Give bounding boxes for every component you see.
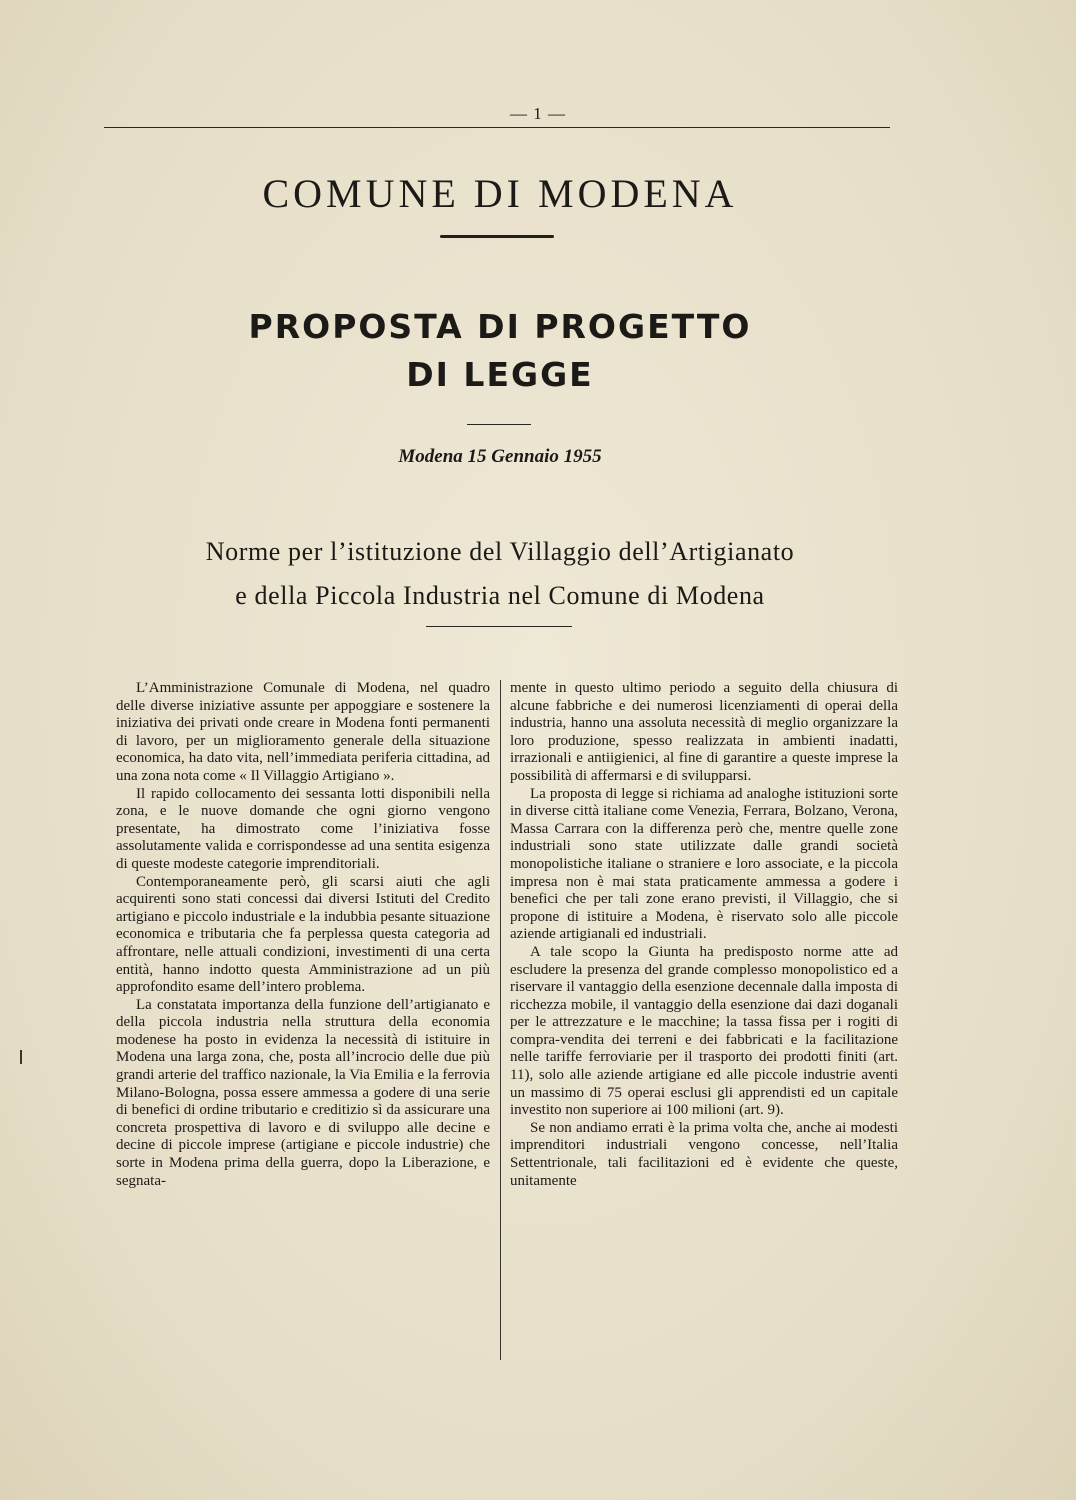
column-divider: [500, 680, 501, 1360]
norme-title-line-2: e della Piccola Industria nel Comune di Modena: [235, 581, 765, 610]
paragraph: A tale scopo la Giunta ha predisposto norme atte ad escludere la presenza del grande complesso monopolistico ed a riservare il vantaggio della esenzione decennale dalla imposta di ricchezza mobile, il vantaggio della esenzione dai dazi doganali per le attrezzature e le macchine; la tassa fissa per i rogiti di compra-vendita dei terreni e dei fabbricati e la facilitazione nelle tariffe ferroviarie per il trasporto dei prodotti finiti (art. 11), solo alle aziende artigiane ed alle piccole industrie aventi un massimo di 75 operai esclusi gli apprendisti ed un capitale investito non superiore ai 100 milioni (art. 9).: [510, 943, 898, 1119]
norme-title: [0, 530, 1000, 618]
paragraph: La proposta di legge si richiama ad analoghe istituzioni sorte in diverse città italiane come Venezia, Ferrara, Bolzano, Verona, Massa Carrara con la differenza però che, mentre quelle zone industriali sono state utilizzate dalle grandi società monopolistiche italiane o straniere e loro associate, e la piccola impresa non è mai stata praticamente ammessa a godere i benefici che per tali zone erano previsti, il Villaggio, che si propone di istituire a Modena, è riservato solo alle piccole aziende artigianali ed industriali.: [510, 785, 898, 943]
paragraph: La constatata importanza della funzione dell’artigianato e della piccola industria nella struttura della economia modenese ha posto in evidenza la necessità di istituire in Modena una larga zona, che, posta all’incrocio delle due più grandi arterie del traffico nazionale, la Via Emilia e la ferrovia Milano-Bologna, possa essere ammessa a godere di una serie di benefici di ordine tributario e creditizio sì da assicurare una concreta prospettiva di lavoro e di sviluppo alle decine e decine di piccole imprese (artigiane e piccole industrie) che sorte in Modena prima della guerra, dopo la Liberazione, e segnata-: [116, 996, 490, 1189]
title-divider: [440, 235, 554, 238]
paragraph: Contemporaneamente però, gli scarsi aiuti che agli acquirenti sono stati concessi dai diversi Istituti del Credito artigiano e piccolo industriale e la indubbia pesante situazione economica e tributaria che fa perplessa questa categoria ad affrontare, nelle attuali condizioni, investimenti di una certa entità, hanno indotto questa Amministrazione ad un più approfondito esame dell’intero problema.: [116, 873, 490, 996]
left-column: [116, 680, 490, 1190]
norme-divider: [426, 626, 572, 627]
norme-title-line-1: Norme per l’istituzione del Villaggio dell’Artigianato: [205, 537, 795, 566]
page-number: — 1 —: [510, 104, 566, 123]
proposta-divider: [467, 424, 531, 425]
date-line: Modena 15 Gennaio 1955: [398, 446, 602, 467]
right-column: [510, 680, 898, 1190]
paragraph: Il rapido collocamento dei sessanta lotti disponibili nella zona, e le nuove domande che ogni giorno vengono presentate, ha dimostrato come l’iniziativa fosse assolutamente valida e corrispondesse ad una sentita esigenza di queste modeste categorie imprenditoriali.: [116, 785, 490, 872]
paragraph: L’Amministrazione Comunale di Modena, nel quadro delle diverse iniziative assunte per appoggiare e sostenere la iniziativa dei privati onde creare in Modena fonti permanenti di lavoro, per un miglioramento generale della situazione economica, ha dato vita, nell’immediata periferia cittadina, ad una zona nota come « Il Villaggio Artigiano ».: [116, 680, 490, 784]
comune-title: COMUNE DI MODENA: [262, 171, 738, 216]
paragraph: Se non andiamo errati è la prima volta che, anche ai modesti imprenditori industriali vengono concesse, nell’Italia Settentrionale, tali facilitazioni ed è evidente che queste, unitamente: [510, 1119, 898, 1189]
header-rule: [104, 127, 890, 128]
margin-mark: [20, 1050, 22, 1064]
proposta-title: PROPOSTA DI PROGETTO DI LEGGE: [248, 307, 752, 394]
paragraph-continuation: mente in questo ultimo periodo a seguito della chiusura di alcune fabbriche e dei numerosi licenziamenti di operai della industria, hanno una assoluta necessità di meglio organizzare la loro produzione, spesso realizzata in ambienti inadatti, irrazionali e antiigienici, al fine di garantire a queste imprese la possibilità di affermarsi e di svilupparsi.: [510, 680, 898, 784]
